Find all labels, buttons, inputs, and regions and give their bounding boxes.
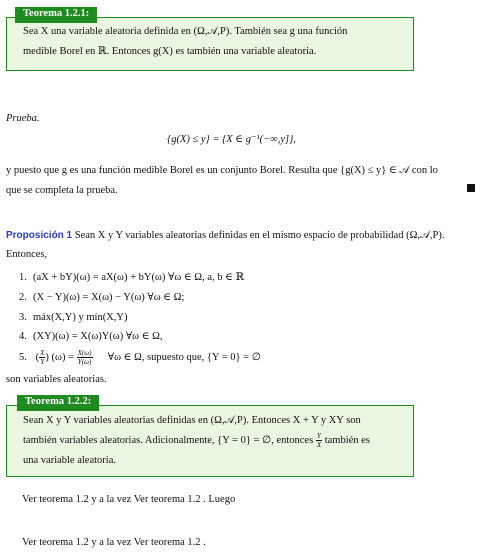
fraction-x-omega-over-y-omega: $\frac{X(\omega)}{Y(\omega)}$ xyxy=(77,349,92,366)
theorem-1-2-2-line1: Sean X y Y variables aleatorias definidas en (Ω,𝒜,P). Entonces X + Y y XY son xyxy=(23,415,361,426)
proposition-1 xyxy=(6,230,445,243)
proof-label: Prueba. xyxy=(6,113,40,124)
proof-equation: {g(X) ≤ y} = {X ∈ g⁻¹(−∞,y]}, xyxy=(167,134,296,145)
theorem-1-2-2-label: Teorema 1.2.2: xyxy=(17,395,99,411)
theorem-1-2-1-box xyxy=(6,17,414,71)
proposition-closing: son variables aleatorias. xyxy=(6,374,107,385)
theorem-1-2-2-text xyxy=(23,411,401,471)
list-item: 3. máx(X,Y) y mín(X,Y) xyxy=(19,312,128,323)
theorem-1-2-2-line3: una variable aleatoria. xyxy=(23,455,116,466)
list-item: 1. (aX + bY)(ω) = aX(ω) + bY(ω) ∀ω ∈ Ω, a, b ∈ ℝ xyxy=(19,272,245,283)
proposition-line2: Entonces, xyxy=(6,249,48,260)
list-item: 4. (XY)(ω) = X(ω)Y(ω) ∀ω ∈ Ω, xyxy=(19,331,163,342)
proposition-text: Sean X y Y variables aleatorias definidas en el mismo espacio de probabilidad (Ω,𝒜,P). xyxy=(74,230,445,241)
list-item: 2. (X − Y)(ω) = X(ω) − Y(ω) ∀ω ∈ Ω; xyxy=(19,292,185,303)
proposition-label: Proposición 1 xyxy=(6,230,73,241)
theorem-1-2-1-line2: medible Borel en ℝ. Entonces g(X) es también una variable aleatoria. xyxy=(23,46,317,57)
proof-line1: y puesto que g es una función medible Borel es un conjunto Borel. Resulta que {g(X) ≤ y} ∈ 𝒜 con lo xyxy=(6,165,438,176)
list-item: 5. ( $\frac{X}{Y}$ ) (ω) = $\frac{X(\omega)}{Y(\omega)}$ ∀ω ∈ Ω, supuesto que, {Y = 0} = ∅ xyxy=(19,349,261,366)
theorem-1-2-1-line1: Sea X una variable aleatoria definida en (Ω,𝒜,P). También sea g una función xyxy=(23,26,348,37)
theorem-1-2-1-text xyxy=(23,22,401,62)
qed-square-icon xyxy=(467,184,475,192)
fraction-x-over-y: ( $\frac{X}{Y}$ ) xyxy=(35,349,49,366)
theorem-1-2-2-box xyxy=(6,405,414,477)
reference-line-1: Ver teorema 1.2 y a la vez Ver teorema 1.2 . Luego xyxy=(22,494,236,505)
reference-line-2: Ver teorema 1.2 y a la vez Ver teorema 1.2 . xyxy=(22,537,206,548)
theorem-1-2-1-label: Teorema 1.2.1: xyxy=(15,7,97,23)
fraction-y-over-x: $\frac{Y}{X}$ xyxy=(316,432,322,450)
proof-line2: que se completa la prueba. xyxy=(6,185,118,196)
theorem-1-2-2-line2: también variables aleatorias. Adicionalmente, {Y = 0} = ∅, entonces $\frac{Y}{X}$ también es xyxy=(23,432,370,450)
